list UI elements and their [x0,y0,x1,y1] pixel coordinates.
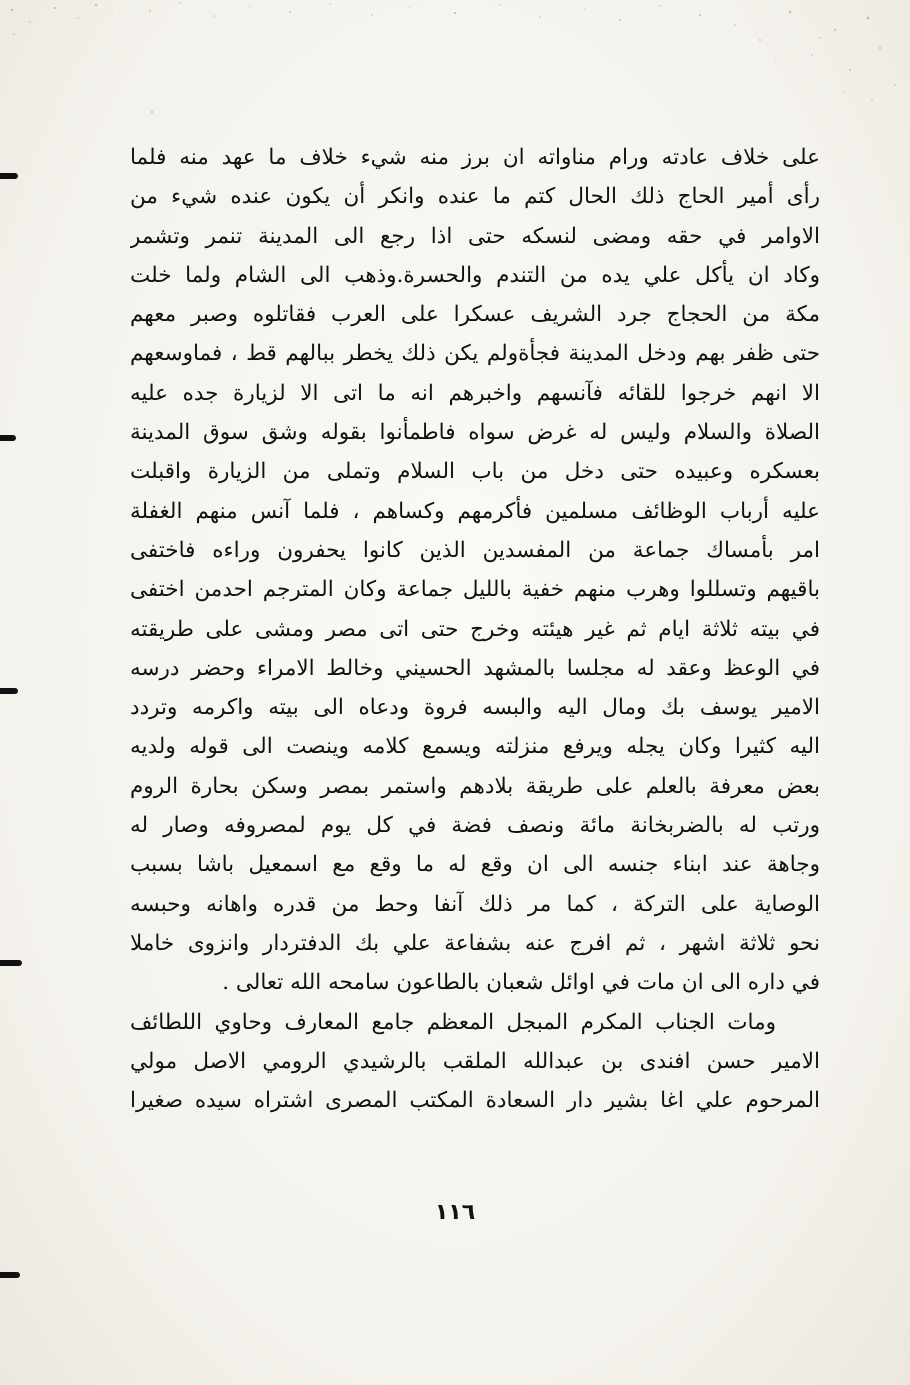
text-line: امر بأمساك جماعة من المفسدين الذين كانوا يحفرون وراءه فاختفى [130,537,820,563]
text-line: رأى أمير الحاج ذلك الحال كتم ما عنده وانكر أن يكون عنده شيء من [130,184,820,210]
text-line: الا انهم خرجوا للقائه فآنسهم واخبرهم انه ما اتى الا لزيارة جده عليه [130,380,820,406]
text-line: على خلاف عادته ورام مناواته ان برز منه شيء خلاف ما عهد منه فلما [130,145,820,170]
margin-mark [0,960,22,966]
page-body-text [130,138,820,1120]
text-line: اليه كثيرا وكان يجله ويرفع منزلته ويسمع كلامه وينصت الى قوله ولديه [130,734,820,760]
text-line: باقيهم وتسللوا وهرب منهم خفية بالليل جماعة وكان المترجم احدمن اختفى [130,577,820,603]
text-line: وكاد ان يأكل علي يده من التندم والحسرة.وذهب الى الشام ولما خلت [130,262,820,288]
text-line: المرحوم علي اغا بشير دار السعادة المكتب المصرى اشتراه سيده صغيرا [130,1088,820,1114]
text-line: الامير حسن افندى بن عبدالله الملقب بالرشيدي الرومي الاصل مولي [130,1048,820,1074]
margin-mark [0,173,18,179]
text-line: بعسكره وعبيده حتى دخل من باب السلام وتملى من الزيارة واقبلت [130,459,820,485]
text-line: عليه أرباب الوظائف مسلمين فأكرمهم وكساهم ، فلما آنس منهم الغفلة [130,498,820,524]
text-line: الامير يوسف بك ومال اليه والبسه فروة ودعاه الى بيته واكرمه وتردد [130,695,820,721]
text-line: الاوامر في حقه ومضى لنسكه حتى اذا رجع الى المدينة تنمر وتشمر [130,223,820,249]
page-number: ١١٦ [434,1200,476,1225]
text-line: في داره الى ان مات في اوائل شعبان بالطاعون سامحه الله تعالى . [222,970,820,996]
text-line: الصلاة والسلام وليس له غرض سواه فاطمأنوا بقوله وشق سوق المدينة [130,420,820,446]
text-line: بعض معرفة بالعلم على طريقة بلادهم واستمر بمصر وسكن بحارة الروم [130,773,820,799]
text-line: الوصاية على التركة ، كما مر ذلك آنفا وحط من قدره واهانه وحبسه [130,891,820,917]
margin-mark [0,435,16,441]
text-line: مكة من الحجاج جرد الشريف عسكرا على العرب فقاتلوه وصبر معهم [130,302,820,328]
margin-mark [0,688,18,694]
text-line: وجاهة عند ابناء جنسه الى ان وقع له ما وقع مع اسمعيل باشا بسبب [130,852,820,878]
text-line: ومات الجناب المكرم المبجل المعظم جامع المعارف وحاوي اللطائف [130,1009,776,1035]
margin-mark [0,1272,20,1278]
scan-noise-decoration [0,0,910,120]
text-line: في الوعظ وعقد له مجلسا بالمشهد الحسيني وخالط الامراء وحضر درسه [130,655,820,681]
text-line: في بيته ثلاثة ايام ثم غير هيئته وخرج حتى اتى مصر ومشى على طريقته [130,616,820,642]
text-line: ورتب له بالضربخانة مائة ونصف فضة في كل يوم لمصروفه وصار له [130,813,820,839]
text-line: نحو ثلاثة اشهر ، ثم افرج عنه بشفاعة علي بك الدفتردار وانزوى خاملا [130,930,820,956]
text-line: حتى ظفر بهم ودخل المدينة فجأةولم يكن ذلك يخطر ببالهم قط ، فماوسعهم [130,341,820,367]
